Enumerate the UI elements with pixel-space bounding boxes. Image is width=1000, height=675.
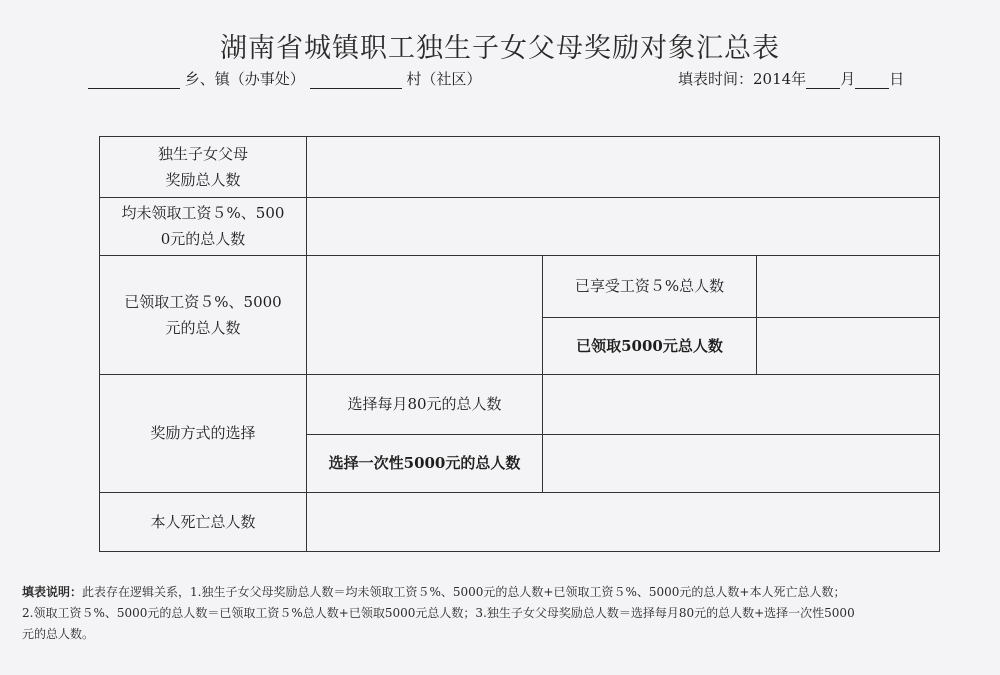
label-total-reward-line2: 奖励总人数 [165, 171, 241, 189]
location-fields [88, 68, 481, 89]
label-monthly-80: 选择每月80元的总人数 [347, 395, 502, 413]
value-monthly-80[interactable] [543, 374, 939, 434]
value-not-received[interactable] [307, 197, 939, 255]
month-label: 月 [840, 70, 856, 88]
day-blank[interactable] [855, 70, 889, 89]
value-received[interactable] [307, 255, 542, 374]
label-total-reward [100, 137, 306, 197]
label-received-5000: 已领取5000元总人数 [576, 336, 723, 355]
month-blank[interactable] [806, 70, 840, 89]
label-total-reward-line1: 独生子女父母 [157, 145, 248, 163]
label-not-received-line1: 均未领取工资５%、500 [121, 204, 285, 222]
label-received-line1: 已领取工资５%、5000 [124, 292, 282, 311]
label-not-received [100, 197, 306, 255]
label-not-received-line2: 0元的总人数 [160, 230, 246, 248]
township-blank[interactable] [88, 70, 180, 89]
label-received-line2: 元的总人数 [165, 318, 241, 337]
summary-table [99, 136, 940, 552]
day-label: 日 [889, 70, 905, 88]
label-enjoy-wage-5pct: 已享受工资５%总人数 [574, 277, 725, 295]
note-line3: 元的总人数。 [22, 627, 95, 641]
label-received [100, 255, 306, 374]
value-total-reward[interactable] [307, 137, 939, 197]
note-line1: 此表存在逻辑关系，1.独生子女父母奖励总人数＝均未领取工资５%、5000元的总人数+已领取工资５%、5000元的总人数+本人死亡总人数； [82, 585, 846, 599]
value-lump-sum-5000[interactable] [543, 434, 939, 492]
village-blank[interactable] [310, 70, 402, 89]
value-received-5000[interactable] [757, 317, 939, 374]
fill-instructions [22, 582, 952, 645]
value-enjoy-wage-5pct[interactable] [757, 255, 939, 317]
village-label: 村（社区） [406, 70, 482, 88]
township-label: 乡、镇（办事处） [184, 70, 305, 88]
page-title: 湖南省城镇职工独生子女父母奖励对象汇总表 [220, 33, 780, 64]
form-header-line [0, 68, 1000, 94]
label-lump-sum-5000: 选择一次性5000元的总人数 [328, 454, 521, 472]
note-label: 填表说明： [22, 585, 83, 599]
note-line2: 2.领取工资５%、5000元的总人数＝已领取工资５%总人数+已领取5000元总人数；3.独生子女父母奖励总人数＝选择每月80元的总人数+选择一次性5000 [22, 606, 855, 620]
date-fields [678, 68, 904, 89]
value-deceased[interactable] [307, 492, 939, 551]
date-prefix: 填表时间：2014年 [678, 70, 807, 88]
label-reward-method: 奖励方式的选择 [150, 424, 256, 442]
label-deceased: 本人死亡总人数 [150, 512, 256, 531]
